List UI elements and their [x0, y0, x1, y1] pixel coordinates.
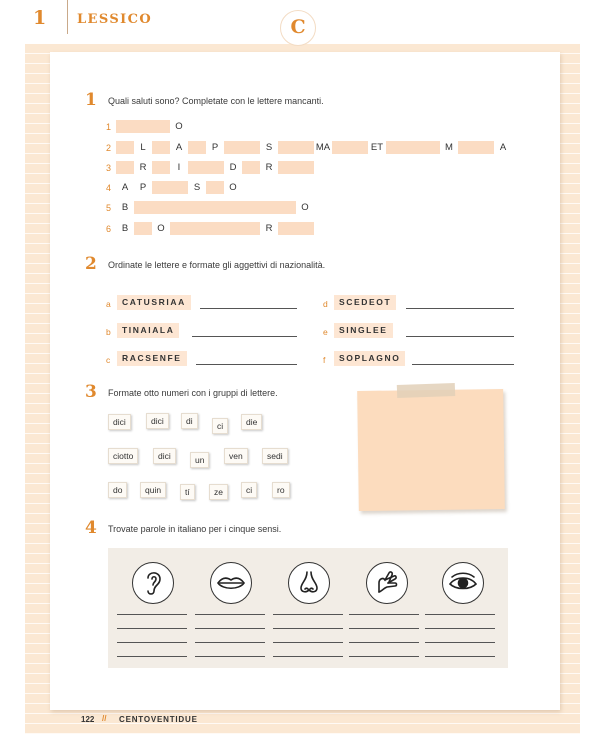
- given-letter: R: [139, 162, 147, 173]
- row-number: 5: [106, 203, 112, 213]
- writing-line[interactable]: [425, 642, 495, 643]
- letter-blank[interactable]: [224, 201, 242, 214]
- writing-line[interactable]: [425, 614, 495, 615]
- exercise-1-instruction: Quali saluti sono? Completate con le lettere mancanti.: [108, 96, 324, 106]
- given-letter: A: [121, 182, 129, 193]
- sticky-note[interactable]: [357, 389, 505, 511]
- letter-group-tile[interactable]: ci: [241, 482, 257, 498]
- letter-blank[interactable]: [260, 201, 278, 214]
- given-letter: MA: [315, 142, 331, 153]
- letter-blank[interactable]: [242, 161, 260, 174]
- letter-blank[interactable]: [242, 141, 260, 154]
- scrambled-word-chip: SCEDEOT: [334, 295, 396, 310]
- writing-line[interactable]: [349, 614, 419, 615]
- letter-blank[interactable]: [296, 141, 314, 154]
- letter-blank[interactable]: [188, 201, 206, 214]
- given-letter: S: [265, 142, 273, 153]
- exercise-4-instruction: Trovate parole in italiano per i cinque sensi.: [108, 524, 282, 534]
- letter-blank[interactable]: [152, 161, 170, 174]
- letter-blank[interactable]: [476, 141, 494, 154]
- writing-line[interactable]: [349, 642, 419, 643]
- unit-number: 1: [33, 7, 47, 29]
- row-number: 1: [106, 122, 112, 132]
- letter-blank[interactable]: [170, 201, 188, 214]
- letter-blank[interactable]: [224, 222, 242, 235]
- writing-line[interactable]: [349, 656, 419, 657]
- letter-blank[interactable]: [278, 201, 296, 214]
- letter-group-tile[interactable]: dici: [146, 413, 169, 429]
- given-letter: A: [175, 142, 183, 153]
- letter-blank[interactable]: [188, 161, 206, 174]
- footer-separator: //: [102, 714, 107, 723]
- hand-icon: [366, 562, 408, 604]
- letter-blank[interactable]: [278, 141, 296, 154]
- answer-line[interactable]: [200, 308, 297, 309]
- writing-line[interactable]: [195, 628, 265, 629]
- item-letter: c: [106, 355, 111, 365]
- letter-group-tile[interactable]: ro: [272, 482, 290, 498]
- letter-group-tile[interactable]: tí: [180, 484, 195, 500]
- letter-blank[interactable]: [386, 141, 404, 154]
- letter-blank[interactable]: [206, 161, 224, 174]
- letter-blank[interactable]: [278, 161, 296, 174]
- row-number: 6: [106, 224, 112, 234]
- letter-group-tile[interactable]: un: [190, 452, 209, 468]
- writing-line[interactable]: [117, 656, 187, 657]
- given-letter: O: [157, 223, 165, 234]
- page-number-words: CENTOVENTIDUE: [119, 715, 198, 724]
- given-letter: M: [445, 142, 453, 153]
- letter-group-tile[interactable]: ven: [224, 448, 248, 464]
- given-letter: I: [177, 162, 181, 173]
- letter-blank[interactable]: [206, 222, 224, 235]
- letter-blank[interactable]: [170, 181, 188, 194]
- letter-group-tile[interactable]: quin: [140, 482, 166, 498]
- given-letter: B: [121, 202, 129, 213]
- letter-group-tile[interactable]: ci: [212, 418, 228, 434]
- given-letter: P: [139, 182, 147, 193]
- exercise-2-instruction: Ordinate le lettere e formate gli aggettivi di nazionalità.: [108, 260, 326, 270]
- writing-line[interactable]: [349, 628, 419, 629]
- given-letter: O: [175, 121, 183, 132]
- letter-blank[interactable]: [206, 181, 224, 194]
- letter-blank[interactable]: [296, 161, 314, 174]
- letter-blank[interactable]: [116, 161, 134, 174]
- letter-blank[interactable]: [188, 141, 206, 154]
- given-letter: O: [301, 202, 309, 213]
- letter-group-tile[interactable]: die: [241, 414, 262, 430]
- exercise-3-instruction: Formate otto numeri con i gruppi di lettere.: [108, 388, 278, 398]
- letter-group-tile[interactable]: dici: [153, 448, 176, 464]
- letter-blank[interactable]: [152, 141, 170, 154]
- given-letter: A: [499, 142, 507, 153]
- given-letter: S: [193, 182, 201, 193]
- writing-line[interactable]: [117, 642, 187, 643]
- item-letter: e: [323, 327, 328, 337]
- row-number: 4: [106, 183, 112, 193]
- letter-blank[interactable]: [458, 141, 476, 154]
- letter-blank[interactable]: [350, 141, 368, 154]
- letter-blank[interactable]: [242, 201, 260, 214]
- mouth-icon: [210, 562, 252, 604]
- given-letter: R: [265, 223, 273, 234]
- page-number: 122: [81, 715, 95, 724]
- letter-blank[interactable]: [134, 201, 152, 214]
- answer-line[interactable]: [196, 364, 297, 365]
- letter-group-tile[interactable]: do: [108, 482, 127, 498]
- letter-blank[interactable]: [242, 222, 260, 235]
- scrambled-word-chip: TINAIALA: [117, 323, 179, 338]
- given-letter: O: [229, 182, 237, 193]
- exercise-1-number: 1: [85, 90, 97, 110]
- letter-blank[interactable]: [206, 201, 224, 214]
- given-letter: ET: [370, 142, 384, 153]
- writing-line[interactable]: [273, 614, 343, 615]
- given-letter: B: [121, 223, 129, 234]
- letter-blank[interactable]: [170, 222, 188, 235]
- given-letter: D: [229, 162, 237, 173]
- given-letter: P: [211, 142, 219, 153]
- exercise-4-number: 4: [85, 518, 97, 538]
- writing-line[interactable]: [273, 656, 343, 657]
- answer-line[interactable]: [406, 308, 514, 309]
- row-number: 2: [106, 143, 112, 153]
- scrambled-word-chip: SINGLEE: [334, 323, 393, 338]
- letter-blank[interactable]: [332, 141, 350, 154]
- answer-line[interactable]: [406, 336, 514, 337]
- exercise-2-number: 2: [85, 254, 97, 274]
- section-letter-badge: C: [280, 10, 316, 46]
- letter-blank[interactable]: [134, 120, 152, 133]
- writing-line[interactable]: [195, 614, 265, 615]
- letter-group-tile[interactable]: ciotto: [108, 448, 138, 464]
- letter-blank[interactable]: [152, 201, 170, 214]
- writing-line[interactable]: [425, 656, 495, 657]
- letter-blank[interactable]: [422, 141, 440, 154]
- item-letter: b: [106, 327, 111, 337]
- row-number: 3: [106, 163, 112, 173]
- exercise-3-number: 3: [85, 382, 97, 402]
- letter-blank[interactable]: [152, 181, 170, 194]
- item-letter: a: [106, 299, 111, 309]
- given-letter: R: [265, 162, 273, 173]
- ear-icon: [132, 562, 174, 604]
- scrambled-word-chip: RACSENFE: [117, 351, 187, 366]
- letter-blank[interactable]: [134, 222, 152, 235]
- letter-blank[interactable]: [152, 120, 170, 133]
- writing-line[interactable]: [273, 642, 343, 643]
- letter-blank[interactable]: [296, 222, 314, 235]
- letter-group-tile[interactable]: sedi: [262, 448, 288, 464]
- letter-blank[interactable]: [116, 120, 134, 133]
- writing-line[interactable]: [195, 642, 265, 643]
- writing-line[interactable]: [117, 628, 187, 629]
- answer-line[interactable]: [192, 336, 297, 337]
- given-letter: L: [140, 142, 146, 153]
- writing-line[interactable]: [273, 628, 343, 629]
- item-letter: d: [323, 299, 328, 309]
- letter-blank[interactable]: [278, 222, 296, 235]
- letter-blank[interactable]: [224, 141, 242, 154]
- letter-blank[interactable]: [404, 141, 422, 154]
- tape-strip: [397, 383, 455, 398]
- answer-line[interactable]: [412, 364, 514, 365]
- header-divider: [67, 0, 68, 34]
- letter-group-tile[interactable]: dici: [108, 414, 131, 430]
- scrambled-word-chip: SOPLAGNO: [334, 351, 405, 366]
- letter-blank[interactable]: [116, 141, 134, 154]
- letter-group-tile[interactable]: ze: [209, 484, 228, 500]
- writing-line[interactable]: [117, 614, 187, 615]
- writing-line[interactable]: [425, 628, 495, 629]
- item-letter: f: [323, 355, 326, 365]
- scrambled-word-chip: CATUSRIAA: [117, 295, 191, 310]
- section-title: LESSICO: [77, 12, 153, 27]
- nose-icon: [288, 562, 330, 604]
- letter-group-tile[interactable]: di: [181, 413, 198, 429]
- writing-line[interactable]: [195, 656, 265, 657]
- letter-blank[interactable]: [188, 222, 206, 235]
- eye-icon: [442, 562, 484, 604]
